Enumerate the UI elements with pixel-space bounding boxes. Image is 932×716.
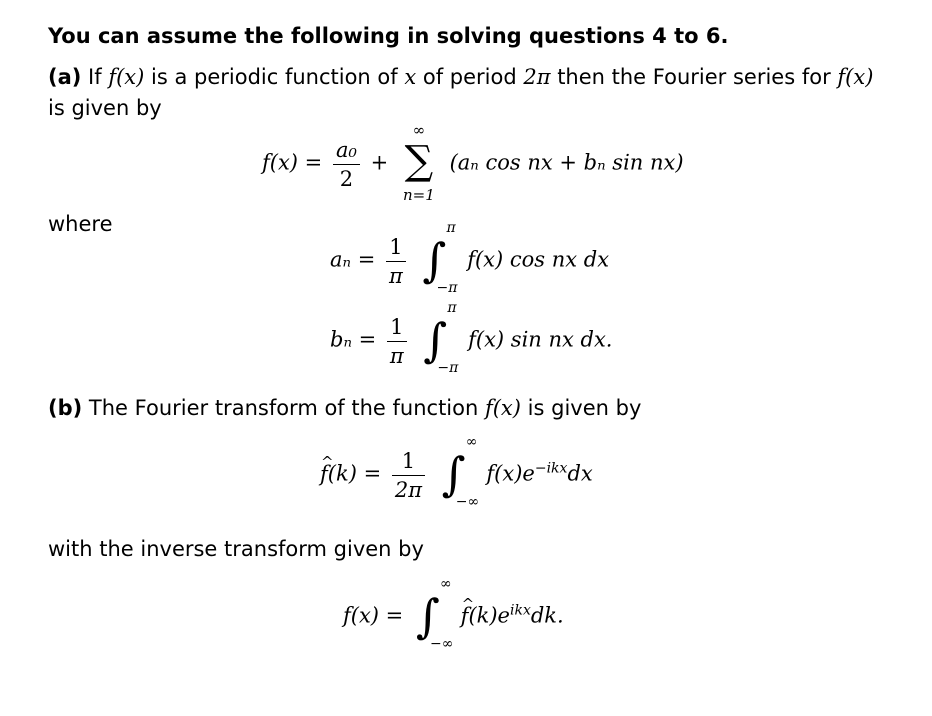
part-b-label: (b)	[48, 396, 83, 420]
series-frac-den: 2	[339, 166, 354, 191]
transform-int-symbol: ∫	[441, 447, 466, 501]
inverse-transform-equation	[343, 576, 564, 652]
bn-equation	[330, 300, 613, 376]
bn-int-lower: −π	[437, 360, 459, 376]
an-equation	[330, 220, 610, 296]
part-b-text-1: The Fourier transform of the function	[82, 396, 485, 420]
transform-int-lower: −∞	[455, 494, 480, 510]
bn-fraction	[387, 315, 407, 368]
where-label: where	[48, 212, 113, 236]
part-b-text-2: is given by	[520, 396, 642, 420]
an-integral	[422, 220, 458, 296]
summation-sign	[397, 122, 441, 206]
part-a-x: x	[404, 65, 417, 89]
inverse-int-lower: −∞	[429, 636, 454, 652]
transform-differential: dx	[567, 461, 593, 486]
transform-frac-num: 1	[392, 449, 425, 476]
an-frac-num: 1	[386, 235, 406, 262]
intro-heading: You can assume the following in solving questions 4 to 6.	[48, 24, 729, 48]
bn-frac-num: 1	[387, 315, 407, 342]
inverse-transform-text: with the inverse transform given by	[48, 537, 424, 561]
an-frac-den: π	[389, 263, 403, 288]
inverse-exponent: ikx	[509, 602, 531, 619]
an-int-lower: −π	[436, 280, 458, 296]
transform-int-upper: ∞	[465, 434, 478, 450]
part-a-period: 2π	[523, 65, 551, 89]
an-int-upper: π	[446, 220, 456, 236]
part-a-text-4: then the Fourier series for	[550, 65, 838, 89]
series-fraction	[333, 138, 360, 191]
inverse-integral	[415, 576, 454, 652]
fourier-transform-equation	[320, 434, 593, 510]
part-a-text-2: is a periodic function of	[144, 65, 405, 89]
sum-symbol: ∑	[404, 138, 434, 184]
inverse-int-symbol: ∫	[415, 589, 440, 643]
an-integrand: f(x) cos nx dx	[467, 247, 610, 272]
transform-lhs-rest: (k) =	[327, 461, 382, 486]
transform-fraction	[392, 449, 425, 502]
inverse-lhs: f(x) =	[343, 603, 404, 628]
sum-upper: ∞	[412, 121, 426, 139]
transform-integral	[441, 434, 480, 510]
series-lhs: f(x) =	[262, 150, 323, 175]
series-plus: +	[370, 150, 389, 175]
inverse-integrand-fhat: ^ f	[461, 604, 469, 628]
an-fraction	[386, 235, 406, 288]
part-b-fx: f(x)	[484, 396, 521, 420]
bn-integrand: f(x) sin nx dx.	[468, 327, 613, 352]
inverse-int-upper: ∞	[439, 576, 452, 592]
transform-lhs-fhat: ^ f	[320, 462, 328, 486]
transform-exponent: −ikx	[534, 460, 568, 477]
series-rhs: (aₙ cos nx + bₙ sin nx)	[449, 150, 684, 175]
part-a-label: (a)	[48, 65, 82, 89]
transform-frac-den: 2π	[394, 477, 423, 502]
bn-frac-den: π	[389, 343, 404, 368]
part-a-fx: f(x)	[108, 65, 145, 89]
series-frac-num: a₀	[333, 138, 360, 165]
part-a-fx-2: f(x)	[837, 65, 874, 89]
an-lhs: aₙ =	[330, 247, 376, 272]
bn-int-upper: π	[447, 300, 457, 316]
sum-lower: n=1	[403, 186, 435, 204]
bn-int-symbol: ∫	[423, 313, 448, 367]
part-a-text-1: If	[81, 65, 109, 89]
bn-lhs: bₙ =	[330, 327, 377, 352]
part-a-text-3: of period	[416, 65, 524, 89]
part-b-line	[48, 394, 641, 422]
fourier-series-equation	[262, 122, 684, 206]
transform-integrand: f(x)e	[486, 461, 535, 486]
bn-integral	[423, 300, 459, 376]
part-a-line-2: is given by	[48, 96, 162, 120]
part-a-line-1	[48, 63, 873, 91]
an-int-symbol: ∫	[422, 233, 447, 287]
inverse-differential: dk.	[530, 603, 564, 628]
inverse-integrand-rest: (k)e	[468, 603, 510, 628]
